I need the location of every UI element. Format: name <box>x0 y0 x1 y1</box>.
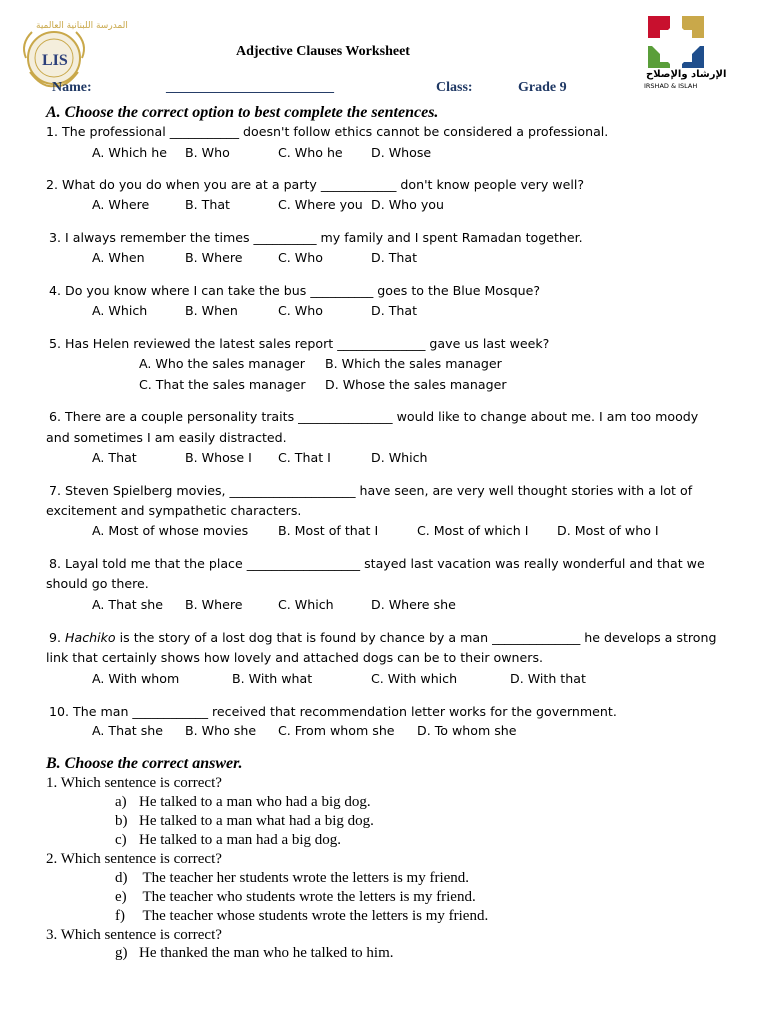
option-4d[interactable]: D. That <box>371 303 418 318</box>
b-question-3: 3. Which sentence is correct? <box>46 927 222 943</box>
b-option-c[interactable]: c) He talked to a man had a big dog. <box>115 832 342 848</box>
option-3c[interactable]: C. Who <box>278 250 323 265</box>
question-7-line2: excitement and sympathetic characters. <box>46 503 302 518</box>
option-2d[interactable]: D. Who you <box>371 197 444 212</box>
irshad-english-name: IRSHAD & ISLAH <box>644 82 698 90</box>
option-10a[interactable]: A. That she <box>92 723 164 738</box>
question-3: 3. I always remember the times __________ my family and I spent Ramadan together. <box>49 230 583 245</box>
option-5b[interactable]: B. Which the sales manager <box>325 356 502 371</box>
b-question-2: 2. Which sentence is correct? <box>46 851 222 867</box>
question-9-line2: link that certainly shows how lovely and attached dogs can be to their owners. <box>46 650 544 665</box>
option-8b[interactable]: B. Where <box>185 597 243 612</box>
option-6b[interactable]: B. Whose I <box>185 450 252 465</box>
b-option-g[interactable]: g) He thanked the man who he talked to him. <box>115 945 394 961</box>
option-8c[interactable]: C. Which <box>278 597 334 612</box>
option-8a[interactable]: A. That she <box>92 597 164 612</box>
question-2: 2. What do you do when you are at a party ____________ don't know people very well? <box>46 177 585 192</box>
option-4a[interactable]: A. Which <box>92 303 148 318</box>
option-1c[interactable]: C. Who he <box>278 145 343 160</box>
option-4c[interactable]: C. Who <box>278 303 323 318</box>
class-label: Class: <box>436 80 473 95</box>
option-3a[interactable]: A. When <box>92 250 145 265</box>
question-6: 6. There are a couple personality traits _______________ would like to change about me. I am too moody <box>49 409 699 424</box>
option-8d[interactable]: D. Where she <box>371 597 456 612</box>
option-9d[interactable]: D. With that <box>510 671 586 686</box>
option-10c[interactable]: C. From whom she <box>278 723 395 738</box>
b-question-1: 1. Which sentence is correct? <box>46 775 222 791</box>
section-b-title: B. Choose the correct answer. <box>46 755 243 772</box>
option-5c[interactable]: C. That the sales manager <box>139 377 306 392</box>
name-label: Name: <box>52 80 92 95</box>
irshad-emblem-icon <box>644 14 708 70</box>
irshad-logo-right <box>644 14 727 94</box>
option-3b[interactable]: B. Where <box>185 250 243 265</box>
name-field[interactable]: ________________________ <box>166 80 334 95</box>
school-name-arabic: المدرسة اللبنانية العالمية <box>36 21 128 31</box>
page-title: Adjective Clauses Worksheet <box>236 44 410 59</box>
school-initials: LIS <box>42 52 68 69</box>
b-option-a[interactable]: a) He talked to a man who had a big dog. <box>115 794 371 810</box>
option-3d[interactable]: D. That <box>371 250 418 265</box>
option-7c[interactable]: C. Most of which I <box>417 523 529 538</box>
irshad-arabic-name: الإرشاد والإصلاح <box>646 69 727 80</box>
b-option-e[interactable]: e) The teacher who students wrote the letters is my friend. <box>115 889 476 905</box>
option-6c[interactable]: C. That I <box>278 450 331 465</box>
b-option-d[interactable]: d) The teacher her students wrote the letters is my friend. <box>115 870 470 886</box>
section-a-title: A. Choose the correct option to best complete the sentences. <box>46 104 439 121</box>
b-option-b[interactable]: b) He talked to a man what had a big dog. <box>115 813 374 829</box>
question-10: 10. The man ____________ received that recommendation letter works for the government. <box>49 704 617 719</box>
option-1d[interactable]: D. Whose <box>371 145 432 160</box>
option-1a[interactable]: A. Which he <box>92 145 167 160</box>
question-5: 5. Has Helen reviewed the latest sales report ______________ gave us last week? <box>49 336 550 351</box>
option-9c[interactable]: C. With which <box>371 671 458 686</box>
question-8-line2: should go there. <box>46 576 149 591</box>
option-9b[interactable]: B. With what <box>232 671 313 686</box>
option-10b[interactable]: B. Who she <box>185 723 257 738</box>
option-1b[interactable]: B. Who <box>185 145 230 160</box>
option-2c[interactable]: C. Where you <box>278 197 363 212</box>
question-7: 7. Steven Spielberg movies, ____________________ have seen, are very well thought stories with a lot of <box>49 483 693 498</box>
option-6a[interactable]: A. That <box>92 450 137 465</box>
option-5d[interactable]: D. Whose the sales manager <box>325 377 507 392</box>
grade-value: Grade 9 <box>518 80 567 95</box>
option-7a[interactable]: A. Most of whose movies <box>92 523 249 538</box>
option-2b[interactable]: B. That <box>185 197 230 212</box>
question-8: 8. Layal told me that the place __________________ stayed last vacation was really wonderful and that we <box>49 556 705 571</box>
b-option-f[interactable]: f) The teacher whose students wrote the letters is my friend. <box>115 908 489 924</box>
option-4b[interactable]: B. When <box>185 303 238 318</box>
option-6d[interactable]: D. Which <box>371 450 428 465</box>
option-2a[interactable]: A. Where <box>92 197 150 212</box>
option-5a[interactable]: A. Who the sales manager <box>139 356 305 371</box>
option-10d[interactable]: D. To whom she <box>417 723 517 738</box>
question-4: 4. Do you know where I can take the bus __________ goes to the Blue Mosque? <box>49 283 541 298</box>
option-9a[interactable]: A. With whom <box>92 671 180 686</box>
option-7b[interactable]: B. Most of that I <box>278 523 379 538</box>
book-title: Hachiko <box>65 630 116 645</box>
option-7d[interactable]: D. Most of who I <box>557 523 659 538</box>
question-1: 1. The professional ___________ doesn't follow ethics cannot be considered a professional. <box>46 124 609 139</box>
question-9: 9. Hachiko is the story of a lost dog that is found by chance by a man ______________ he develops a strong <box>49 630 717 645</box>
question-6-line2: and sometimes I am easily distracted. <box>46 430 287 445</box>
